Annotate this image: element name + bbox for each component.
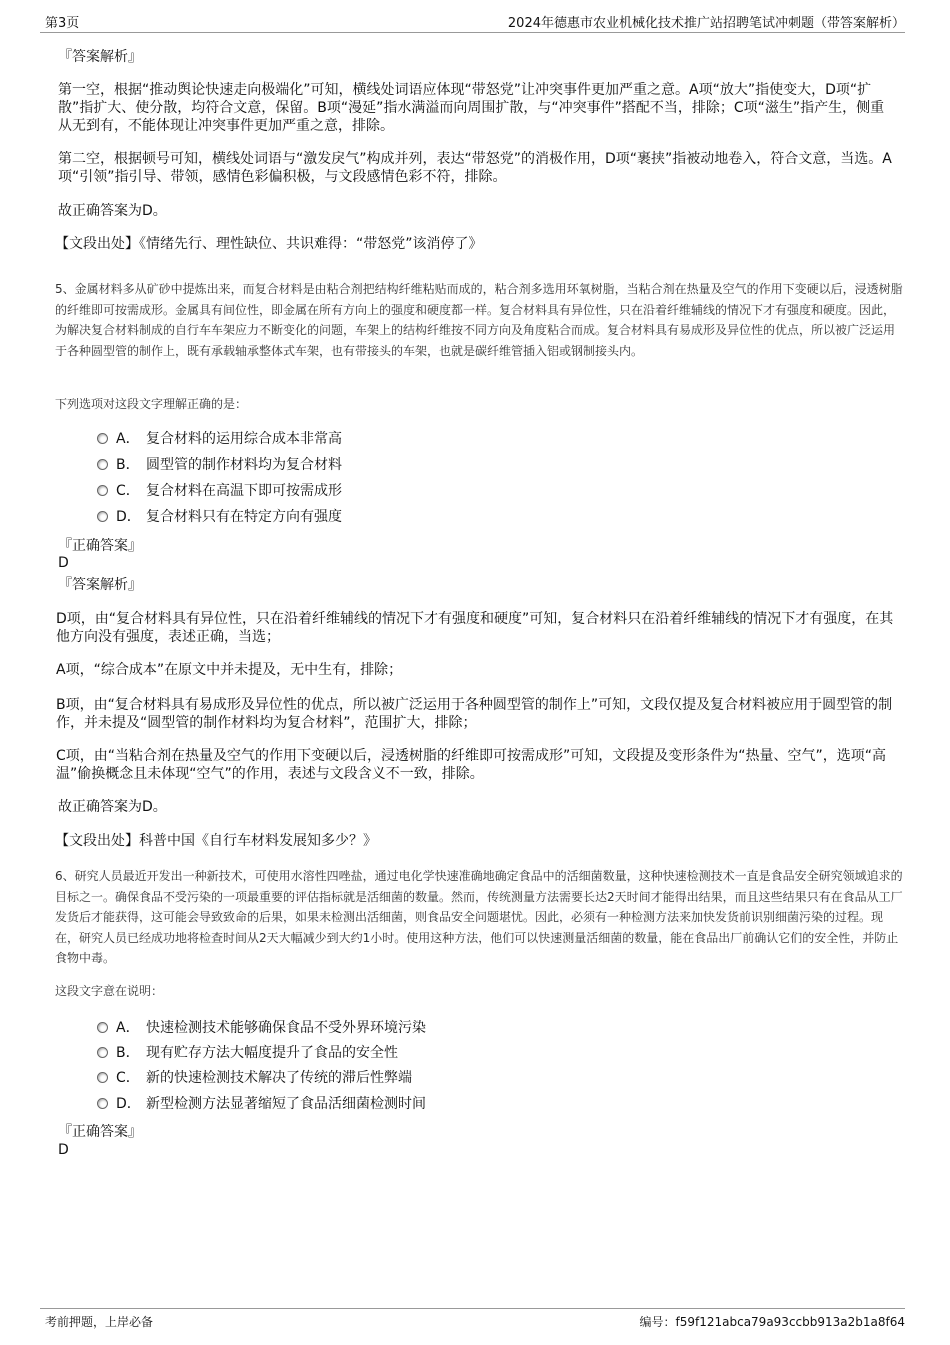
option-a[interactable]: A． 复合材料的运用综合成本非常高 <box>97 428 342 448</box>
radio-icon[interactable] <box>97 1072 108 1083</box>
radio-icon[interactable] <box>97 433 108 444</box>
radio-icon[interactable] <box>97 485 108 496</box>
conclusion: 故正确答案为D。 <box>58 203 167 219</box>
question-6-text: 6、研究人员最近开发出一种新技术，可使用水溶性四唑盐，通过电化学快速准确地确定食品中的活细菌数量，这种快速检测技术一直是食品安全研究领域追求的目标之一。确保食品不受污染的一项最重要的评估指标就是活细菌的数量。然而，传统测量方法需要长达2天时间才能得出结果，而且这些结果只有在食品从工厂发货后才能获得，这可能会导致致命的后果，如果未检测出活细菌，则食品安全问题堪忧。因此，必须有一种检测方法来加快发货前识别细菌污染的过程。现在，研究人员已经成功地将检查时间从2天大幅减少到大约1小时。使用这种方法，他们可以快速测量活细菌的数量，能在食品出厂前确认它们的安全性，并防止食物中毒。 <box>55 869 903 965</box>
answer-value: D <box>58 1142 69 1158</box>
answer-label: 『正确答案』 <box>58 538 142 554</box>
footer-divider <box>40 1308 905 1309</box>
question-6-prompt: 这段文字意在说明： <box>55 984 164 998</box>
option-d[interactable]: D． 复合材料只有在特定方向有强度 <box>97 506 342 526</box>
option-c[interactable]: C． 新的快速检测技术解决了传统的滞后性弊端 <box>97 1067 412 1087</box>
option-c[interactable]: C． 复合材料在高温下即可按需成形 <box>97 480 342 500</box>
analysis-paragraph: 第二空，根据顿号可知，横线处词语与“激发戾气”构成并列，表达“带怒党”的消极作用，D项“裹挟”指被动地卷入，符合文意，当选。A项“引领”指引导、带领，感情色彩偏积极，与文段感情色彩不符，排除。 <box>58 151 892 185</box>
radio-icon[interactable] <box>97 511 108 522</box>
option-b[interactable]: B． 圆型管的制作材料均为复合材料 <box>97 454 342 474</box>
analysis-paragraph: D项，由“复合材料具有异位性，只在沿着纤维辅线的情况下才有强度和硬度”可知，复合材料只在沿着纤维辅线的情况下才有强度，在其他方向没有强度，表述正确，当选； <box>56 611 894 645</box>
page-number: 第3页 <box>45 16 80 31</box>
conclusion: 故正确答案为D。 <box>58 799 167 815</box>
document-title: 2024年德惠市农业机械化技术推广站招聘笔试冲刺题（带答案解析） <box>507 16 905 31</box>
analysis-paragraph: 第一空，根据“推动舆论快速走向极端化”可知，横线处词语应体现“带怒党”让冲突事件更加严重之意。A项“放大”指使变大，D项“扩散”指扩大、使分散，均符合文意，保留。B项“漫延”指水满溢而向周围扩散，与“冲突事件”搭配不当，排除；C项“滋生”指产生，侧重从无到有，不能体现让冲突事件更加严重之意，排除。 <box>58 82 885 134</box>
analysis-paragraph: C项，由“当粘合剂在热量及空气的作用下变硬以后，浸透树脂的纤维即可按需成形”可知，文段提及变形条件为“热量、空气”，选项“高温”偷换概念且未体现“空气”的作用，表述与文段含义不一致，排除。 <box>56 748 887 782</box>
radio-icon[interactable] <box>97 1098 108 1109</box>
source: 【文段出处】科普中国《自行车材料发展知多少？》 <box>55 833 377 849</box>
radio-icon[interactable] <box>97 1047 108 1058</box>
analysis-paragraph: A项，“综合成本”在原文中并未提及，无中生有，排除； <box>56 662 403 678</box>
source: 【文段出处】《情绪先行、理性缺位、共识难得：“带怒党”该消停了》 <box>55 236 483 252</box>
answer-label: 『正确答案』 <box>58 1124 142 1140</box>
footer-slogan: 考前押题，上岸必备 <box>45 1315 154 1329</box>
analysis-paragraph: B项，由“复合材料具有易成形及异位性的优点，所以被广泛运用于各种圆型管的制作上”可知，文段仅提及复合材料被应用于圆型管的制作，并未提及“圆型管的制作材料均为复合材料”，范围扩大，排除； <box>56 697 893 731</box>
radio-icon[interactable] <box>97 459 108 470</box>
analysis-label: 『答案解析』 <box>58 577 142 593</box>
question-5-text: 5、金属材料多从矿砂中提炼出来，而复合材料是由粘合剂把结构纤维粘贴而成的，粘合剂多选用环氧树脂，当粘合剂在热量及空气的作用下变硬以后，浸透树脂的纤维即可按需成形。金属具有间位性，即金属在所有方向上的强度和硬度都一样。复合材料具有异位性，只在沿着纤维辅线的情况下才有强度和硬度。因此，为解决复合材料制成的自行车车架应力不断变化的问题，车架上的结构纤维按不同方向及角度粘合而成。复合材料具有易成形及异位性的优点，所以被广泛运用于各种圆型管的制作上，既有承载轴承整体式车架，也有带接头的车架，也就是碳纤维管插入铝或钢制接头内。 <box>55 282 903 358</box>
radio-icon[interactable] <box>97 1022 108 1033</box>
option-b[interactable]: B． 现有贮存方法大幅度提升了食品的安全性 <box>97 1042 398 1062</box>
option-a[interactable]: A． 快速检测技术能够确保食品不受外界环境污染 <box>97 1017 426 1037</box>
question-5-prompt: 下列选项对这段文字理解正确的是： <box>55 397 248 411</box>
document-id: 编号：f59f121abca79a93ccbb913a2b1a8f64 <box>639 1315 905 1329</box>
option-d[interactable]: D． 新型检测方法显著缩短了食品活细菌检测时间 <box>97 1093 426 1113</box>
answer-value: D <box>58 555 69 571</box>
header-divider <box>40 32 905 33</box>
analysis-label: 『答案解析』 <box>58 49 142 65</box>
